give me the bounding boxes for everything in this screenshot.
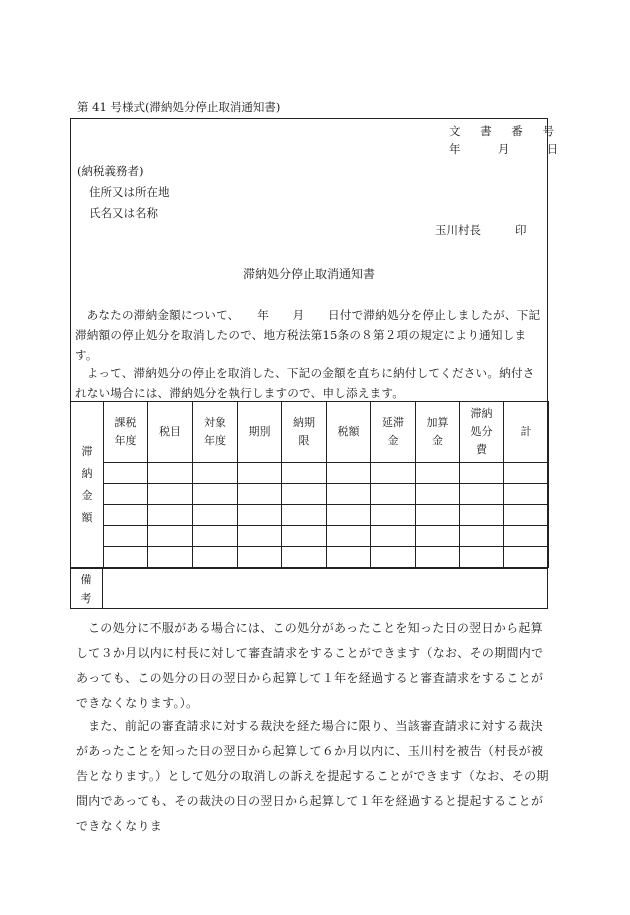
header-total: 計 bbox=[504, 402, 549, 463]
header-additional-tax: 加算 金 bbox=[416, 402, 460, 463]
arrears-table bbox=[70, 401, 549, 568]
table-header-row bbox=[71, 402, 549, 463]
date-day-label: 日 bbox=[546, 142, 559, 156]
header-tax-amount: 税額 bbox=[327, 402, 371, 463]
header-period: 期別 bbox=[238, 402, 282, 463]
table-row bbox=[71, 484, 549, 505]
notice-title: 滞納処分停止取消通知書 bbox=[242, 267, 375, 281]
table-row bbox=[71, 505, 549, 526]
form-number-title: 第 41 号様式(滞納処分停止取消通知書) bbox=[77, 100, 281, 114]
name-label: 氏名又は名称 bbox=[89, 206, 158, 220]
issuer bbox=[435, 222, 527, 238]
date-year-label: 年 bbox=[449, 142, 461, 156]
header-target-year: 対象 年度 bbox=[193, 402, 238, 463]
table-row bbox=[71, 547, 549, 568]
header-disposition-cost: 滞納 処分 費 bbox=[460, 402, 504, 463]
recipient-heading: (納税義務者) bbox=[77, 164, 144, 178]
remarks-label: 備 考 bbox=[70, 569, 103, 609]
address-label: 住所又は所在地 bbox=[89, 185, 170, 199]
issuer-name: 玉川村長 bbox=[435, 223, 481, 237]
table-row bbox=[71, 463, 549, 484]
header-late-fee: 延滞 金 bbox=[371, 402, 416, 463]
notice-frame bbox=[70, 118, 562, 609]
notice-paragraph-2: よって、滞納処分の停止を取消した、下記の金額を直ちに納付してください。納付されない場合には、滞納処分を執行しますので、申し添えます。 bbox=[75, 366, 535, 400]
appeal-notice: この処分に不服がある場合には、この処分があったことを知った日の翌日から起算して３か月以内に村長に対して審査請求をすることができます（なお、その期間内であっても、この処分の日の翌日から起算して１年を経過すると審査請求をすることができなくなります。）。 bbox=[76, 621, 544, 710]
notice-paragraph-1: あなたの滞納金額について、 年 月 日付で滞納処分を停止しましたが、下記滞納額の停止処分を取消したので、地方税法第15条の８第２項の規定により通知します。 bbox=[75, 308, 541, 362]
arrears-side-label: 滞 納 金 額 bbox=[71, 402, 104, 568]
date-line bbox=[449, 141, 558, 157]
header-tax-year: 課税 年度 bbox=[104, 402, 148, 463]
date-month-label: 月 bbox=[497, 142, 510, 156]
table-row bbox=[71, 526, 549, 547]
remarks-box bbox=[70, 568, 548, 609]
seal-mark: 印 bbox=[515, 223, 527, 237]
header-due-date: 納期 限 bbox=[282, 402, 327, 463]
document-number-label: 文 書 番 号 bbox=[449, 124, 562, 138]
header-tax-item: 税目 bbox=[148, 402, 193, 463]
lawsuit-notice: また、前記の審査請求に対する裁決を経た場合に限り、当該審査請求に対する裁決があったことを知った日の翌日から起算して６か月以内に、玉川村を被告（村長が被告となります。）として処分の取消しの訴えを提起することができます（なお、その期間内であっても、その裁決の日の翌日から起算して１年を経過すると提起することができなくなりま bbox=[76, 719, 549, 833]
